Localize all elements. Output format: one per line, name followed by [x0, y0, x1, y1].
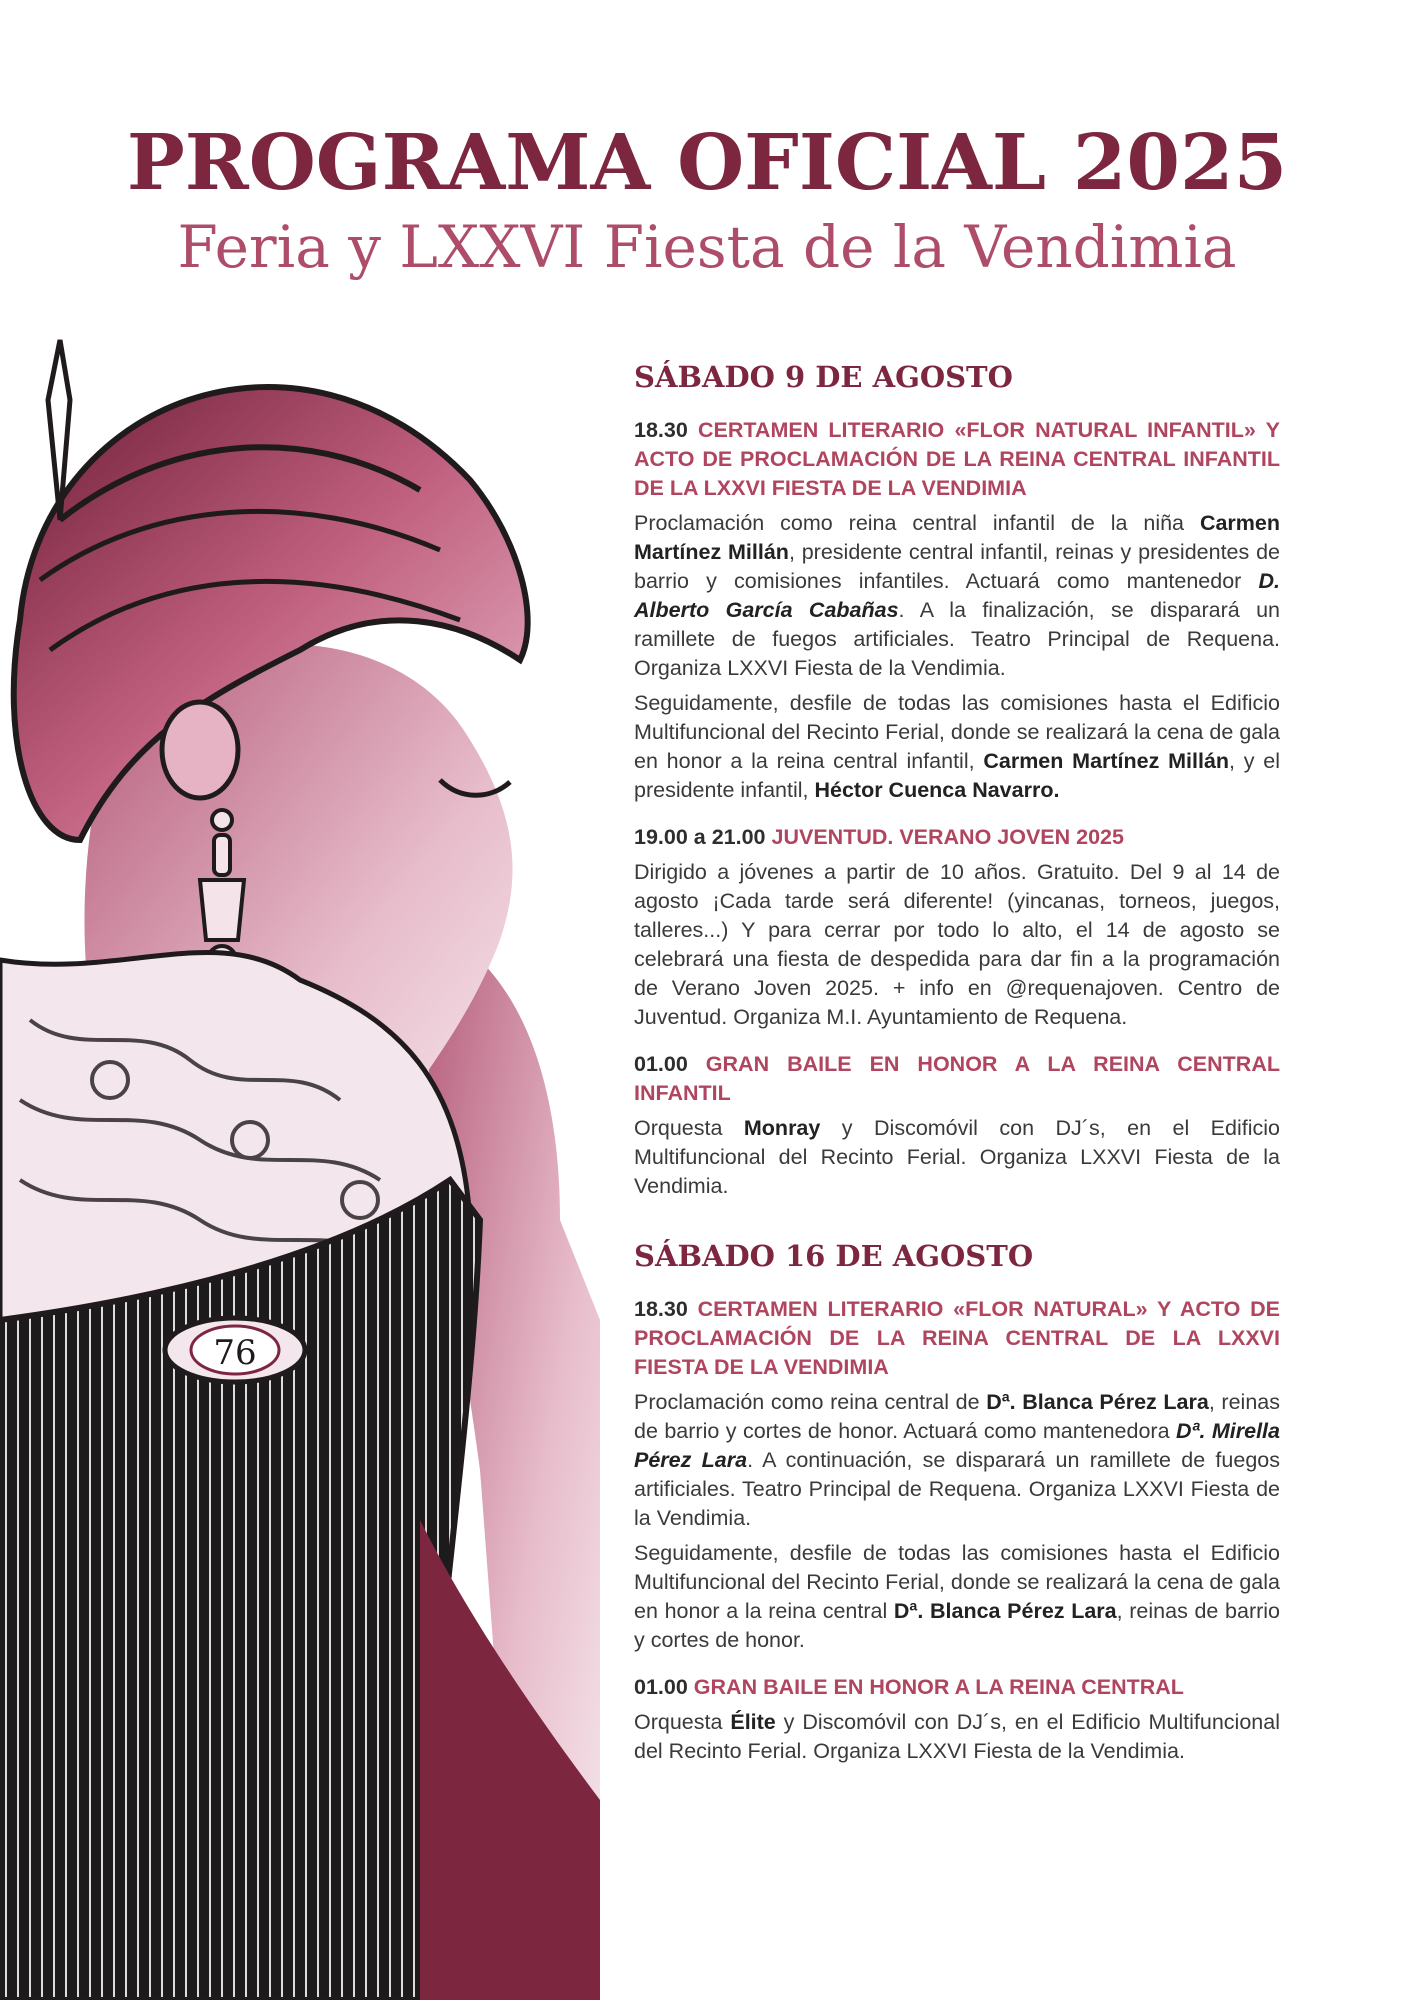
- event-description: Orquesta Élite y Discomóvil con DJ´s, en el Edificio Multifuncional del Recinto Ferial. Organiza LXXVI Fiesta de la Vendimia.: [634, 1710, 1280, 1763]
- event-description: Seguidamente, desfile de todas las comisiones hasta el Edificio Multifuncional del Recinto Ferial, donde se realizará la cena de gala en honor a la reina central Dª. Blanca Pérez Lara, reinas de barrio y cortes de honor.: [634, 1541, 1281, 1652]
- event-description: Orquesta Monray y Discomóvil con DJ´s, en el Edificio Multifuncional del Recinto Ferial. Organiza LXXVI Fiesta de la Vendimia.: [634, 1116, 1280, 1198]
- ear-shape: [162, 702, 238, 798]
- event-header: [634, 416, 1280, 503]
- event-time: 01.00: [634, 1052, 688, 1076]
- event-item: [634, 1050, 1280, 1201]
- event-description: Dirigido a jóvenes a partir de 10 años. Gratuito. Del 9 al 14 de agosto ¡Cada tarde será diferente! (yincanas, torneos, juegos, talleres...) Y para cerrar por todo lo alto, el 14 de agosto se celebrará una fiesta de despedida para dar fin a la programación de Verano Joven 2025. + info en @requenajoven. Centro de Juventud. Organiza M.I. Ayuntamiento de Requena.: [634, 860, 1280, 1029]
- event-time: 18.30: [634, 1297, 688, 1321]
- event-time: 18.30: [634, 418, 688, 442]
- program-content: [634, 360, 1280, 1784]
- event-header: [634, 1673, 1280, 1702]
- event-item: [634, 416, 1280, 805]
- page-subtitle: Feria y LXXVI Fiesta de la Vendimia: [177, 213, 1237, 281]
- event-description: Proclamación como reina central infantil de la niña Carmen Martínez Millán, presidente central infantil, reinas y presidentes de barrio y comisiones infantiles. Actuará como mantenedor D. Alberto García Cabañas. A la finalización, se disparará un ramillete de fuegos artificiales. Teatro Principal de Requena. Organiza LXXVI Fiesta de la Vendimia.: [634, 511, 1280, 680]
- badge-76: [165, 1318, 305, 1382]
- woman-illustration: [0, 320, 600, 2000]
- event-header: [634, 1295, 1280, 1382]
- event-header: [634, 1050, 1280, 1108]
- event-header: [634, 823, 1280, 852]
- event-title: GRAN BAILE EN HONOR A LA REINA CENTRAL: [693, 1675, 1184, 1699]
- badge-number: 76: [213, 1333, 257, 1373]
- event-item: [634, 1295, 1280, 1655]
- event-title: CERTAMEN LITERARIO «FLOR NATURAL INFANTIL» Y ACTO DE PROCLAMACIÓN DE LA REINA CENTRAL INFANTIL DE LA LXXVI FIESTA DE LA VENDIMIA: [634, 418, 1280, 500]
- page-header: [0, 118, 1414, 286]
- page-title: PROGRAMA OFICIAL 2025: [126, 118, 1288, 208]
- day-heading: SÁBADO 9 DE AGOSTO: [634, 360, 1013, 394]
- event-title: JUVENTUD. VERANO JOVEN 2025: [771, 825, 1124, 849]
- event-item: [634, 1673, 1280, 1766]
- event-time: 01.00: [634, 1675, 688, 1699]
- event-time: 19.00 a 21.00: [634, 825, 766, 849]
- event-description: Seguidamente, desfile de todas las comisiones hasta el Edificio Multifuncional del Recinto Ferial, donde se realizará la cena de gala en honor a la reina central infantil, Carmen Martínez Millán, y el presidente infantil, Héctor Cuenca Navarro.: [634, 691, 1281, 802]
- event-item: [634, 823, 1280, 1032]
- event-title: CERTAMEN LITERARIO «FLOR NATURAL» Y ACTO DE PROCLAMACIÓN DE LA REINA CENTRAL DE LA LXXVI FIESTA DE LA VENDIMIA: [634, 1297, 1280, 1379]
- event-title: GRAN BAILE EN HONOR A LA REINA CENTRAL INFANTIL: [634, 1052, 1280, 1105]
- day-heading: SÁBADO 16 DE AGOSTO: [634, 1239, 1034, 1273]
- event-description: Proclamación como reina central de Dª. Blanca Pérez Lara, reinas de barrio y cortes de honor. Actuará como mantenedora Dª. Mirella Pérez Lara. A continuación, se disparará un ramillete de fuegos artificiales. Teatro Principal de Requena. Organiza LXXVI Fiesta de la Vendimia.: [634, 1390, 1280, 1530]
